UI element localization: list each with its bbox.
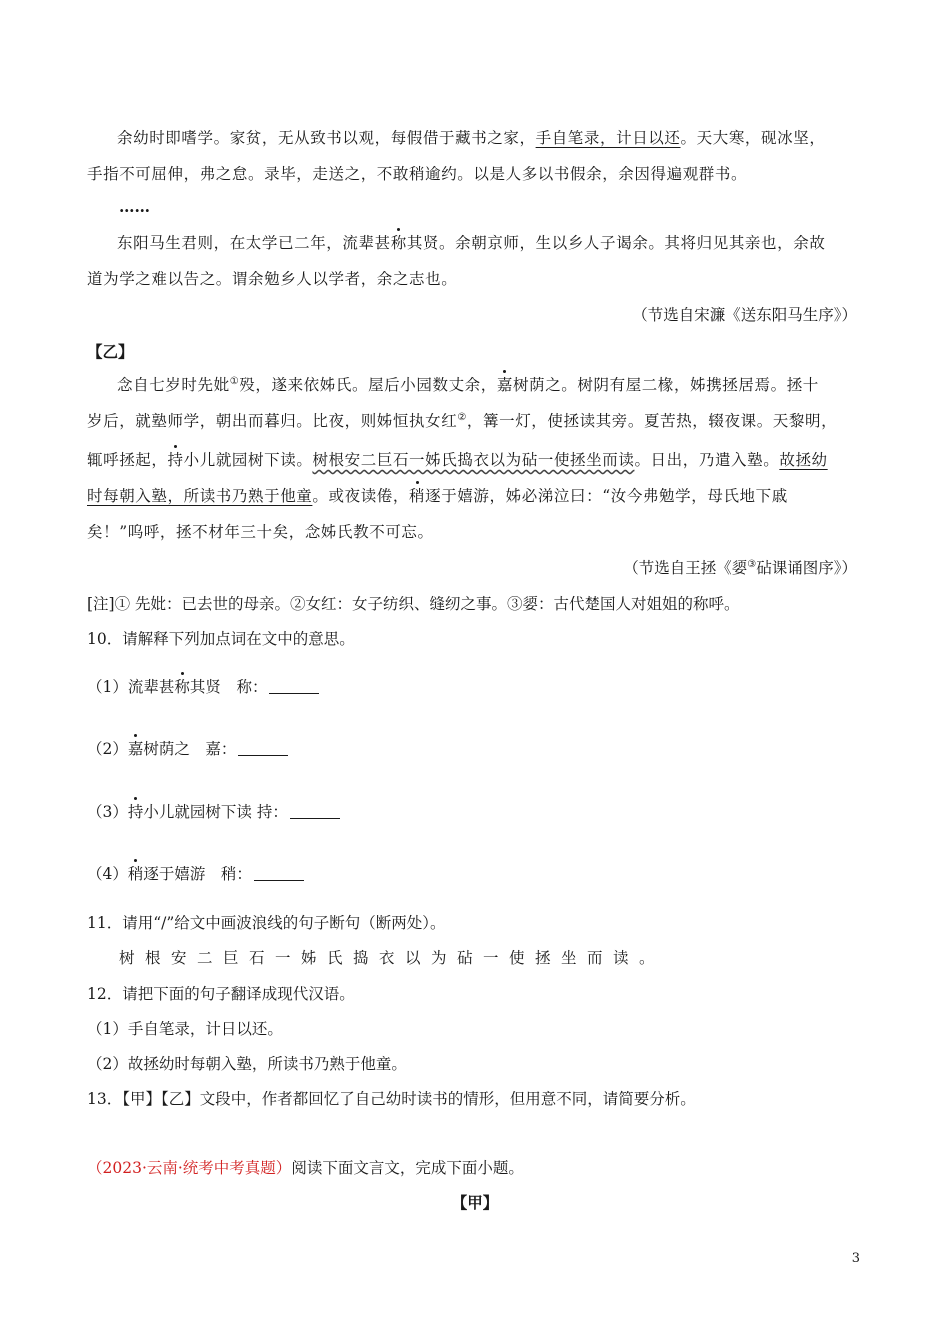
answer-blank[interactable] xyxy=(269,677,319,694)
answer-blank[interactable] xyxy=(254,864,304,881)
dotted-word: 嘉 xyxy=(127,740,144,758)
yi-line-5: 矣！”呜呼，拯不材年三十矣，念姊氏教不可忘。 xyxy=(87,523,434,541)
item-text: 小儿就园树下读 xyxy=(143,803,252,821)
jia-line-1 xyxy=(117,127,825,149)
yi-line-2 xyxy=(87,410,837,432)
item-text: 其贤 xyxy=(189,678,221,696)
instruction-text: 阅读下面文言文，完成下面小题。 xyxy=(291,1159,524,1177)
next-section-intro xyxy=(87,1157,524,1179)
note-mark-3: ③ xyxy=(747,559,757,570)
q11-sentence: 树根安二巨石一姊氏捣衣以为砧一使拯坐而读。 xyxy=(119,949,666,967)
yi-text: 树荫之。树阴有屋二椽，姊携拯居焉。拯十 xyxy=(513,376,819,394)
item-word: 称： xyxy=(236,678,268,696)
jia-text: 东阳马生君则，在太学已二年，流辈甚 xyxy=(117,234,391,252)
jia-text: 其贤。余朝京师，生以乡人子谒余。其将归见其亲也，余故 xyxy=(406,234,826,252)
yi-source-text: （节选自王拯《媭 xyxy=(623,559,748,577)
item-text: 逐于嬉游 xyxy=(143,865,206,883)
item-number: （4） xyxy=(87,865,128,883)
q10-stem: 10．请解释下列加点词在文中的意思。 xyxy=(87,630,355,648)
q13-stem: 13．【甲】【乙】文段中，作者都回忆了自己幼时读书的情形，但用意不同，请简要分析。 xyxy=(87,1090,696,1108)
notes: [注]① 先妣：已去世的母亲。②女红：女子纺织、缝纫之事。③媭：古代楚国人对姐姐的称呼。 xyxy=(87,595,740,613)
dotted-word: 稍 xyxy=(127,865,144,883)
dotted-word-shao: 稍 xyxy=(409,487,426,505)
yi-text: 殁，遂来依姊氏。屋后小园数丈余， xyxy=(239,376,497,394)
dotted-word-cheng: 称 xyxy=(390,234,407,252)
yi-text: 。日出，乃遣入塾。 xyxy=(634,451,780,469)
wavy-sentence: 树根安二巨石一姊氏捣衣以为砧一使拯坐而读 xyxy=(312,451,635,469)
q12-item-2: （2）故拯幼时每朝入塾，所读书乃熟于他童。 xyxy=(87,1055,407,1073)
note-mark-1: ① xyxy=(229,376,240,387)
yi-text: 。或夜读倦， xyxy=(312,487,410,505)
item-number: （2） xyxy=(87,740,128,758)
item-text: 流辈甚 xyxy=(127,678,175,696)
jia-label: 【甲】 xyxy=(451,1193,499,1212)
yi-line-4 xyxy=(87,485,788,507)
underlined-sentence-1: 手自笔录，计日以还 xyxy=(535,129,681,147)
item-word: 持： xyxy=(256,803,288,821)
yi-label: 【乙】 xyxy=(87,342,134,361)
item-word: 稍： xyxy=(220,865,252,883)
yi-text: 逐于嬉游，姊必涕泣曰：“汝今弗勉学，母氏地下戚 xyxy=(425,487,788,505)
item-text: 树荫之 xyxy=(143,740,190,758)
q10-item-2 xyxy=(87,738,288,760)
yi-text: 辄呼拯起， xyxy=(87,451,168,469)
jia-line-2: 手指不可屈伸，弗之怠。录毕，走送之，不敢稍逾约。以是人多以书假余，余因得遍观群书。 xyxy=(87,165,748,183)
page-number: 3 xyxy=(851,1251,860,1266)
q11-stem: 11．请用“/”给文中画波浪线的句子断句（断两处）。 xyxy=(87,914,446,932)
q12-item-1: （1）手自笔录，计日以还。 xyxy=(87,1020,283,1038)
underlined-sentence-2b: 时每朝入塾，所读书乃熟于他童 xyxy=(87,487,313,505)
jia-source: （节选自宋濂《送东阳马生序》） xyxy=(632,306,857,324)
source-tag: （2023·云南·统考中考真题） xyxy=(87,1159,292,1177)
dotted-word-chi: 持 xyxy=(167,451,184,469)
note-mark-2: ② xyxy=(457,412,467,423)
dotted-word: 持 xyxy=(127,803,144,821)
q10-item-4 xyxy=(87,863,304,885)
jia-line-3 xyxy=(117,232,825,254)
dotted-word: 称 xyxy=(174,678,190,696)
item-gap xyxy=(205,865,221,883)
ellipsis: …… xyxy=(119,197,150,216)
q12-stem: 12．请把下面的句子翻译成现代汉语。 xyxy=(87,985,355,1003)
yi-line-1 xyxy=(117,374,819,396)
item-gap xyxy=(190,740,206,758)
underlined-sentence-2a: 故拯幼 xyxy=(779,451,828,469)
item-number: （3） xyxy=(87,803,128,821)
yi-text: 岁后，就塾师学，朝出而暮归。比夜，则姊恒执女红 xyxy=(87,412,458,430)
yi-text: ，篝一灯，使拯读其旁。夏苦热，辍夜课。天黎明， xyxy=(466,412,838,430)
q10-item-3 xyxy=(87,801,340,823)
yi-source xyxy=(623,557,857,579)
yi-line-3 xyxy=(87,449,828,471)
yi-text: 小儿就园树下读。 xyxy=(183,451,313,469)
item-number: （1） xyxy=(87,678,128,696)
jia-line-4: 道为学之难以告之。谓余勉乡人以学者，余之志也。 xyxy=(87,270,458,288)
answer-blank[interactable] xyxy=(290,802,340,819)
jia-text: 。天大寒，砚冰坚， xyxy=(680,129,826,147)
yi-text: 念自七岁时先妣 xyxy=(117,376,230,394)
item-word: 嘉： xyxy=(205,740,237,758)
answer-blank[interactable] xyxy=(238,739,288,756)
dotted-word-jia: 嘉 xyxy=(496,376,513,394)
item-gap xyxy=(221,678,237,696)
jia-text: 余幼时即嗜学。家贫，无从致书以观，每假借于藏书之家， xyxy=(117,129,536,147)
q10-item-1 xyxy=(87,676,319,698)
yi-source-text: 砧课诵图序》） xyxy=(756,559,857,577)
